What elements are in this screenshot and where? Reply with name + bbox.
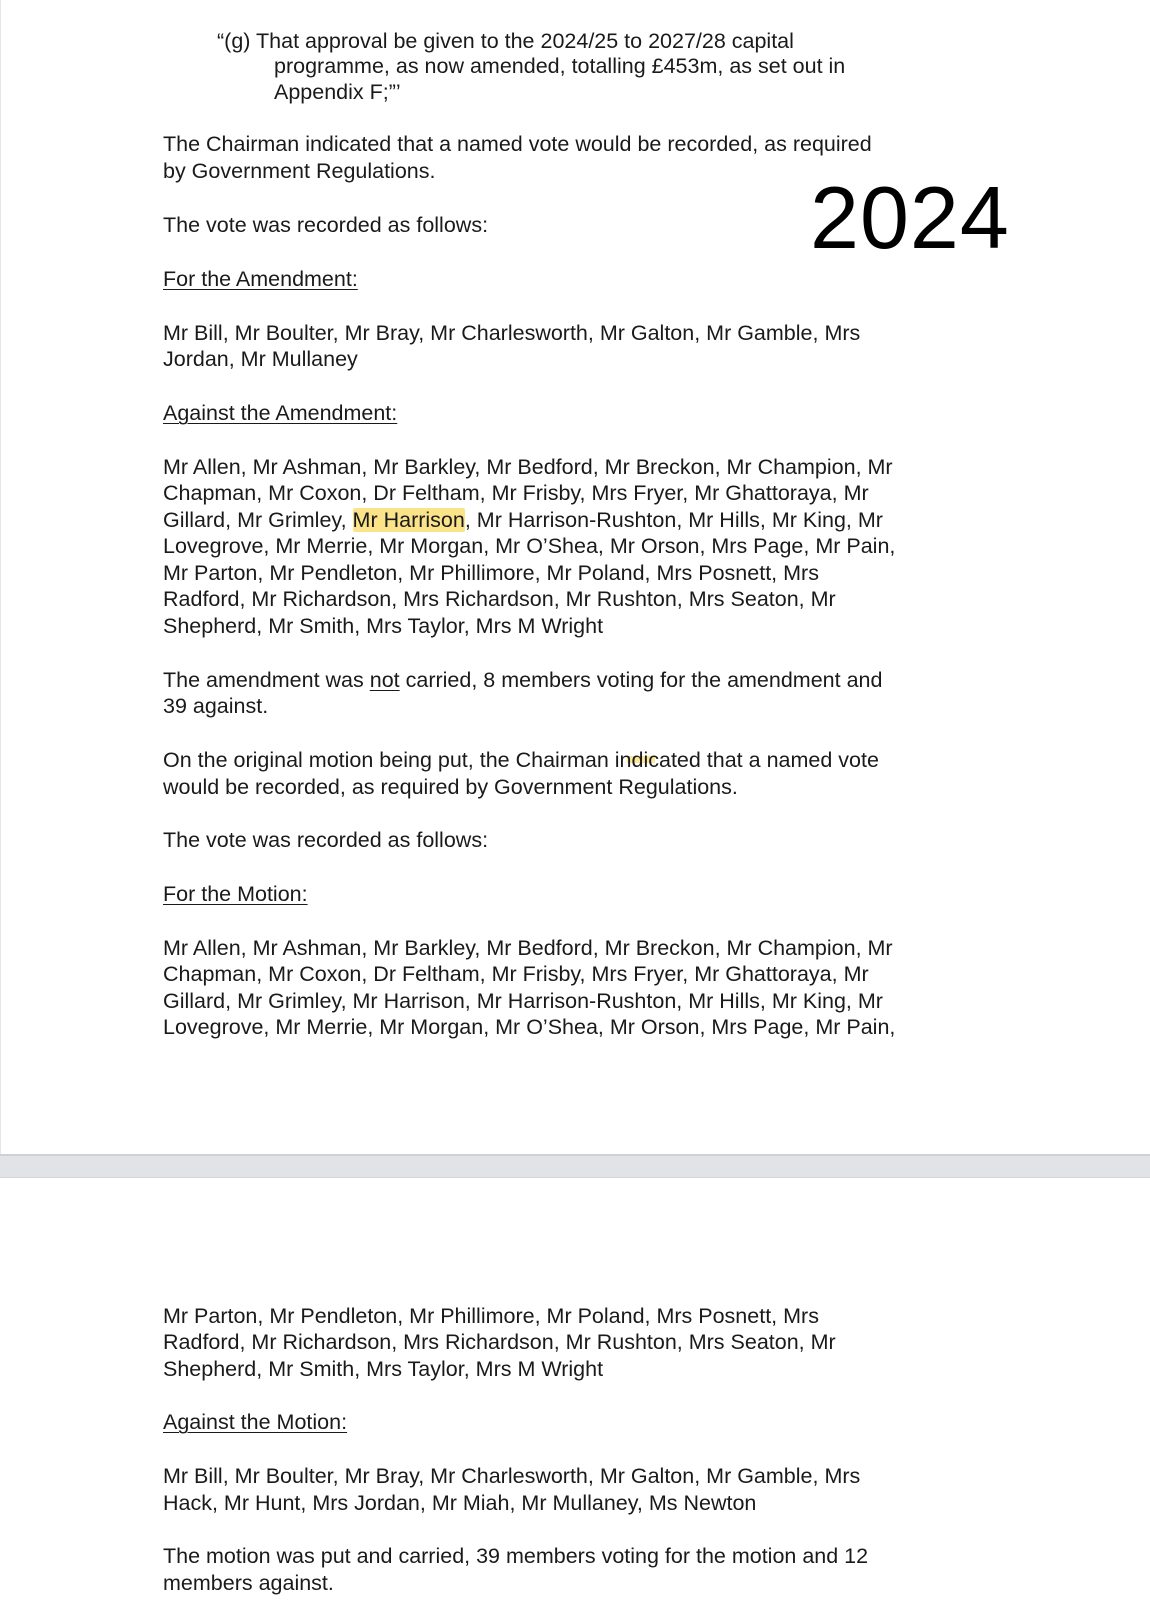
against-motion-heading: Against the Motion:	[163, 1410, 348, 1434]
member-list-line: Mr Parton, Mr Pendleton, Mr Phillimore, Mr Poland, Mrs Posnett, Mrs	[163, 561, 819, 585]
not-emphasis: not	[369, 668, 400, 692]
amendment-result-line: 39 against.	[163, 694, 269, 718]
member-list-line	[163, 507, 883, 534]
quote-line: programme, as now amended, totalling £453m, as set out in	[274, 54, 846, 78]
page-separator	[0, 1154, 1150, 1178]
document-page-2	[0, 1178, 1150, 1600]
intro-line: The Chairman indicated that a named vote would be recorded, as required	[163, 132, 872, 156]
member-list-line: Mr Bill, Mr Boulter, Mr Bray, Mr Charlesworth, Mr Galton, Mr Gamble, Mrs	[163, 1464, 861, 1488]
quote-line: Appendix F;”’	[274, 79, 401, 104]
member-list-line: Hack, Mr Hunt, Mrs Jordan, Mr Miah, Mr Mullaney, Ms Newton	[163, 1491, 757, 1515]
member-list-line: Mr Parton, Mr Pendleton, Mr Phillimore, Mr Poland, Mrs Posnett, Mrs	[163, 1304, 819, 1328]
member-list-line: Radford, Mr Richardson, Mrs Richardson, Mr Rushton, Mrs Seaton, Mr	[163, 1330, 836, 1354]
intro-line: by Government Regulations.	[163, 159, 436, 183]
member-list-line: Shepherd, Mr Smith, Mrs Taylor, Mrs M Wright	[163, 614, 604, 638]
against-amendment-heading: Against the Amendment:	[163, 401, 398, 425]
motion-result-line: The motion was put and carried, 39 members voting for the motion and 12	[163, 1544, 869, 1568]
quote-continuation	[274, 54, 845, 105]
member-list-line: Jordan, Mr Mullaney	[163, 347, 358, 371]
member-list-line: Radford, Mr Richardson, Mrs Richardson, Mr Rushton, Mrs Seaton, Mr	[163, 587, 836, 611]
member-list-line: Mr Allen, Mr Ashman, Mr Barkley, Mr Bedford, Mr Breckon, Mr Champion, Mr	[163, 455, 893, 479]
vote-intro: The vote was recorded as follows:	[163, 213, 489, 237]
for-amendment-heading: For the Amendment:	[163, 267, 358, 291]
amendment-result-line	[163, 667, 882, 694]
member-list-segment: Gillard, Mr Grimley,	[163, 508, 347, 532]
original-motion-line: On the original motion being put, the Chairman indicated that a named vote	[163, 748, 879, 772]
for-motion-heading: For the Motion:	[163, 882, 308, 906]
member-list-line: Gillard, Mr Grimley, Mr Harrison, Mr Harrison-Rushton, Mr Hills, Mr King, Mr	[163, 989, 883, 1013]
original-motion-line: would be recorded, as required by Government Regulations.	[163, 775, 738, 799]
result-segment: The amendment was	[163, 668, 364, 692]
member-list-line: Chapman, Mr Coxon, Dr Feltham, Mr Frisby, Mrs Fryer, Mr Ghattoraya, Mr	[163, 962, 869, 986]
year-stamp: 2024	[810, 168, 1010, 267]
member-list-line: Shepherd, Mr Smith, Mrs Taylor, Mrs M Wright	[163, 1357, 604, 1381]
member-list-segment: , Mr Harrison-Rushton, Mr Hills, Mr King, Mr	[464, 508, 883, 532]
result-segment: carried, 8 members voting for the amendment and	[405, 668, 883, 692]
member-list-line: Lovegrove, Mr Merrie, Mr Morgan, Mr O’Shea, Mr Orson, Mrs Page, Mr Pain,	[163, 1015, 896, 1039]
member-list-line: Lovegrove, Mr Merrie, Mr Morgan, Mr O’Shea, Mr Orson, Mrs Page, Mr Pain,	[163, 534, 896, 558]
member-list-line: Mr Allen, Mr Ashman, Mr Barkley, Mr Bedford, Mr Breckon, Mr Champion, Mr	[163, 936, 893, 960]
highlighted-name: Mr Harrison	[352, 508, 465, 532]
member-list-line: Chapman, Mr Coxon, Dr Feltham, Mr Frisby, Mrs Fryer, Mr Ghattoraya, Mr	[163, 481, 869, 505]
page-edge	[0, 0, 1, 1154]
member-list-line: Mr Bill, Mr Boulter, Mr Bray, Mr Charlesworth, Mr Galton, Mr Gamble, Mrs	[163, 321, 861, 345]
vote-intro: The vote was recorded as follows:	[163, 828, 489, 852]
quote-line: “(g) That approval be given to the 2024/25 to 2027/28 capital	[217, 29, 794, 53]
motion-result-line: members against.	[163, 1571, 334, 1595]
